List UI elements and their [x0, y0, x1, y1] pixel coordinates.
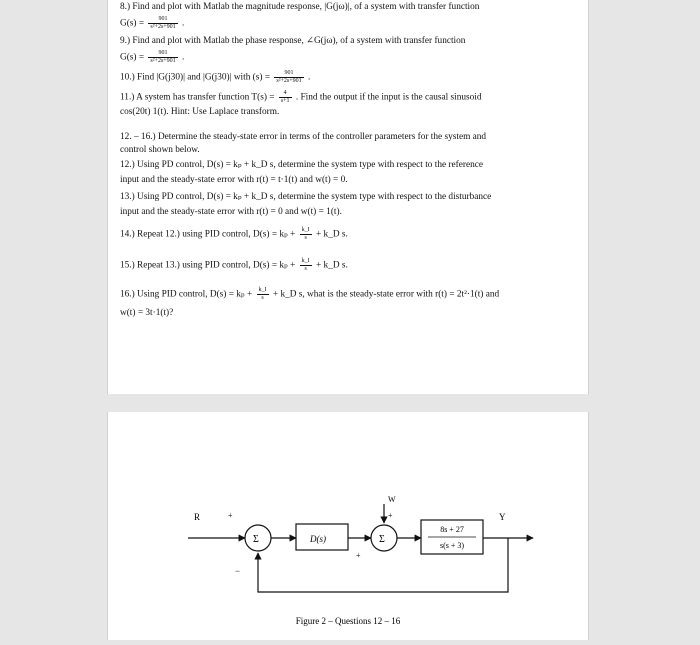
- sign-minus-feedback: −: [235, 566, 241, 576]
- q8-formula: G(s) = $\frac{901}{\text{s²+2s+901}}$ .: [120, 16, 185, 30]
- q10: 10.) Find |G(j30)| and |G(j30)| with (s) = $\frac{901}{\text{s²+2s+901}}$ .: [120, 70, 311, 84]
- q12-16-intro-a: 12. – 16.) Determine the steady-state error in terms of the controller parameters for the system and: [120, 132, 487, 142]
- q16-line2: w(t) = 3t·1(t)?: [120, 308, 174, 318]
- q15: 15.) Repeat 13.) using PID control, D(s) = kₚ + $\frac{k\_I}{s}$ + k_D s.: [120, 258, 348, 272]
- q9-formula: G(s) = $\frac{901}{\text{s²+2s+901}}$ .: [120, 50, 185, 64]
- plant-numerator: 8s + 27: [440, 525, 464, 534]
- q13-line1: 13.) Using PD control, D(s) = kₚ + k_D s, determine the system type with respect to the disturbance: [120, 192, 492, 202]
- q13-line2: input and the steady-state error with r(t) = 0 and w(t) = 1(t).: [120, 207, 342, 217]
- figure-page: [107, 412, 589, 640]
- q14: 14.) Repeat 12.) using PID control, D(s) = kₚ + $\frac{k\_I}{s}$ + k_D s.: [120, 227, 348, 241]
- label-w: W: [388, 495, 396, 504]
- label-r: R: [194, 512, 201, 522]
- sum2-symbol: Σ: [379, 534, 385, 545]
- q11-line1: 11.) A system has transfer function T(s) = $\frac{4}{s+1}$ . Find the output if the input is the causal sinusoid: [120, 90, 482, 104]
- plant-denominator: s(s + 3): [439, 541, 465, 550]
- question-page: [107, 0, 589, 394]
- sum1-symbol: Σ: [253, 534, 259, 545]
- figure-caption: Figure 2 – Questions 12 – 16: [295, 616, 401, 626]
- q12-line1: 12.) Using PD control, D(s) = kₚ + k_D s, determine the system type with respect to the reference: [120, 160, 484, 170]
- q11-line2: cos(20t) 1(t). Hint: Use Laplace transform.: [120, 107, 280, 117]
- block-diagram: [108, 412, 588, 640]
- sign-plus-w2: +: [356, 551, 361, 560]
- q12-16-intro-b: control shown below.: [120, 145, 200, 155]
- q9-intro: 9.) Find and plot with Matlab the phase response, ∠G(jω), of a system with transfer function: [120, 36, 466, 46]
- label-y: Y: [499, 512, 506, 522]
- q8-intro: 8.) Find and plot with Matlab the magnitude response, |G(jω)|, of a system with transfer function: [120, 2, 480, 12]
- q12-line2: input and the steady-state error with r(t) = t·1(t) and w(t) = 0.: [120, 175, 348, 185]
- controller-label: D(s): [310, 534, 326, 544]
- sign-plus-r: +: [228, 511, 233, 520]
- q16-line1: 16.) Using PID control, D(s) = kₚ + $\frac{k\_I}{s}$ + k_D s, what is the steady-state error with r(t) = 2t²·1(t) and: [120, 287, 500, 301]
- sign-plus-w: +: [388, 511, 393, 520]
